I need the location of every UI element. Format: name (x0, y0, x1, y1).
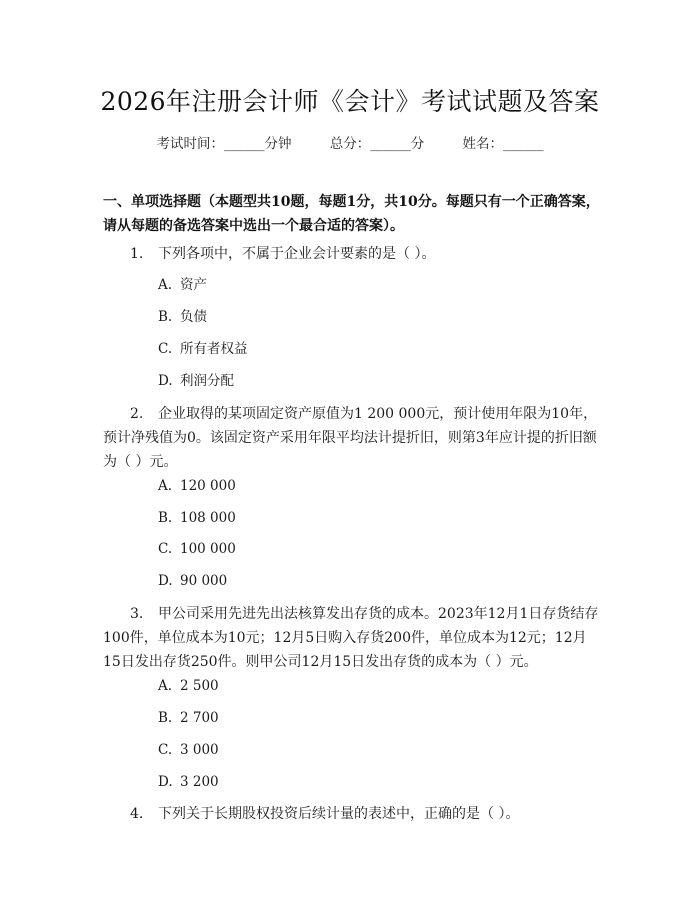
question-text: 甲公司采用先进先出法核算发出存货的成本。2023年12月1日存货结存100件，单位成本为10元；12月5日购入存货200件，单位成本为12元；12月15日发出存货250件。则甲公司12月15日发出存货的成本为（ ）元。 (103, 606, 599, 670)
page-title: 2026年注册会计师《会计》考试试题及答案 (100, 87, 600, 116)
option-item (158, 772, 219, 792)
option-letter: A. (158, 277, 173, 293)
option-item (158, 371, 234, 391)
option-item (158, 508, 236, 528)
section-heading: 一、单项选择题（本题型共10题，每题1分，共10分。每题只有一个正确答案，请从每题的备选答案中选出一个最合适的答案）。 (103, 194, 600, 234)
option-letter: D. (158, 573, 173, 589)
option-item (158, 676, 219, 696)
option-item (158, 275, 207, 295)
question-1 (103, 242, 603, 266)
option-letter: B. (158, 510, 173, 526)
option-item (158, 740, 219, 760)
option-text: 120 000 (180, 478, 236, 494)
option-letter: B. (158, 309, 173, 325)
exam-meta (0, 132, 700, 152)
option-item (158, 708, 219, 728)
option-item (158, 571, 227, 591)
option-item (158, 339, 248, 359)
option-text: 所有者权益 (180, 341, 248, 357)
option-text: 3 000 (180, 742, 219, 758)
option-letter: D. (158, 774, 173, 790)
option-text: 2 700 (180, 710, 219, 726)
question-number: 3. (130, 606, 144, 622)
option-text: 负债 (180, 309, 207, 325)
option-letter: A. (158, 678, 173, 694)
option-letter: C. (158, 541, 173, 557)
question-text: 下列各项中，不属于企业会计要素的是（ ）。 (158, 246, 436, 262)
option-letter: A. (158, 478, 173, 494)
option-letter: C. (158, 341, 173, 357)
option-text: 100 000 (180, 541, 236, 557)
option-text: 108 000 (180, 510, 236, 526)
option-text: 利润分配 (180, 373, 234, 389)
exam-time-field: 考试时间：______分钟 (156, 136, 292, 152)
option-item (158, 476, 236, 496)
question-2 (103, 402, 603, 474)
question-number: 1. (130, 246, 144, 262)
option-letter: C. (158, 742, 173, 758)
option-text: 3 200 (180, 774, 219, 790)
name-field: 姓名：______ (462, 136, 544, 152)
option-letter: D. (158, 373, 173, 389)
option-text: 资产 (180, 277, 207, 293)
question-4 (103, 802, 603, 826)
option-item (158, 539, 236, 559)
option-letter: B. (158, 710, 173, 726)
option-text: 2 500 (180, 678, 219, 694)
option-text: 90 000 (180, 573, 228, 589)
question-number: 4. (130, 806, 144, 822)
question-number: 2. (130, 406, 144, 422)
question-text: 企业取得的某项固定资产原值为1 200 000元，预计使用年限为10年，预计净残值为0。该固定资产采用年限平均法计提折旧，则第3年应计提的折旧额为（ ）元。 (103, 406, 598, 470)
option-item (158, 307, 207, 327)
total-score-field: 总分：______分 (329, 136, 425, 152)
question-text: 下列关于长期股权投资后续计量的表述中，正确的是（ ）。 (158, 806, 520, 822)
question-3 (103, 602, 603, 674)
